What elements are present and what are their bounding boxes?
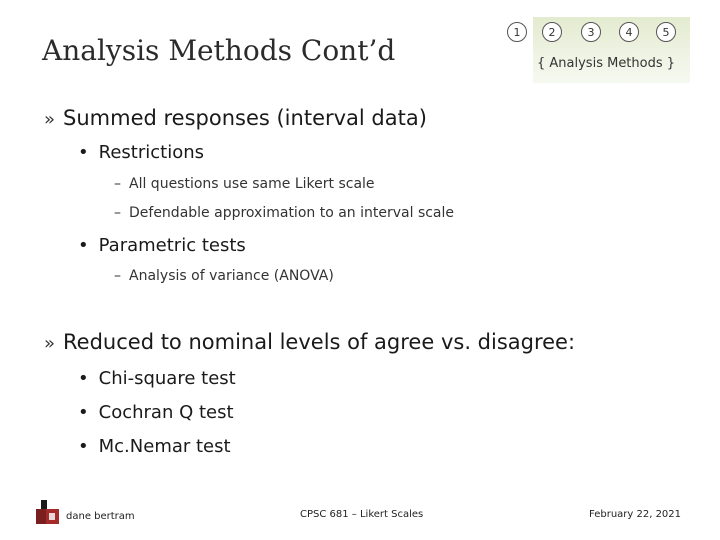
dot-bullet-icon: •	[78, 368, 89, 389]
bullet-reduced-nominal	[44, 330, 575, 354]
bullet-text: Cochran Q test	[98, 402, 234, 423]
chevron-bullet-icon: »	[44, 109, 56, 130]
logo-icon	[36, 500, 62, 524]
dot-bullet-icon: •	[78, 436, 89, 457]
bullet-text: Reduced to nominal levels of agree vs. disagree:	[63, 330, 576, 354]
sub-bullet-text: All questions use same Likert scale	[129, 176, 375, 192]
sub-bullet-text: Analysis of variance (ANOVA)	[129, 268, 334, 284]
slide-title: Analysis Methods Cont’d	[42, 34, 396, 67]
bullet-text: Summed responses (interval data)	[63, 106, 427, 130]
dot-bullet-icon: •	[78, 235, 89, 256]
bullet-chi-square	[78, 368, 236, 389]
section-label: { Analysis Methods }	[537, 56, 676, 71]
sub-bullet	[114, 205, 454, 221]
sub-bullet-text: Defendable approximation to an interval scale	[129, 205, 455, 221]
step-5-indicator[interactable]: 5	[656, 22, 676, 42]
dash-bullet-icon: –	[114, 176, 121, 192]
dot-bullet-icon: •	[78, 402, 89, 423]
bullet-text: Parametric tests	[98, 235, 246, 256]
bullet-cochran	[78, 402, 234, 423]
step-3-indicator[interactable]: 3	[581, 22, 601, 42]
bullet-summed-responses	[44, 106, 427, 130]
step-1-indicator[interactable]: 1	[507, 22, 527, 42]
bullet-parametric-tests	[78, 235, 246, 256]
footer-course: CPSC 681 – Likert Scales	[300, 509, 424, 520]
step-2-indicator[interactable]: 2	[542, 22, 562, 42]
footer-author: dane bertram	[66, 511, 135, 522]
dash-bullet-icon: –	[114, 268, 121, 284]
dash-bullet-icon: –	[114, 205, 121, 221]
chevron-bullet-icon: »	[44, 333, 56, 354]
bullet-mcnemar	[78, 436, 231, 457]
section-progress	[0, 22, 720, 46]
dot-bullet-icon: •	[78, 142, 89, 163]
bullet-restrictions	[78, 142, 204, 163]
footer-date: February 22, 2021	[589, 509, 682, 520]
sub-bullet	[114, 176, 375, 192]
bullet-text: Mc.Nemar test	[98, 436, 231, 457]
bullet-text: Chi-square test	[98, 368, 236, 389]
step-4-indicator[interactable]: 4	[619, 22, 639, 42]
bullet-text: Restrictions	[98, 142, 204, 163]
sub-bullet	[114, 268, 334, 284]
